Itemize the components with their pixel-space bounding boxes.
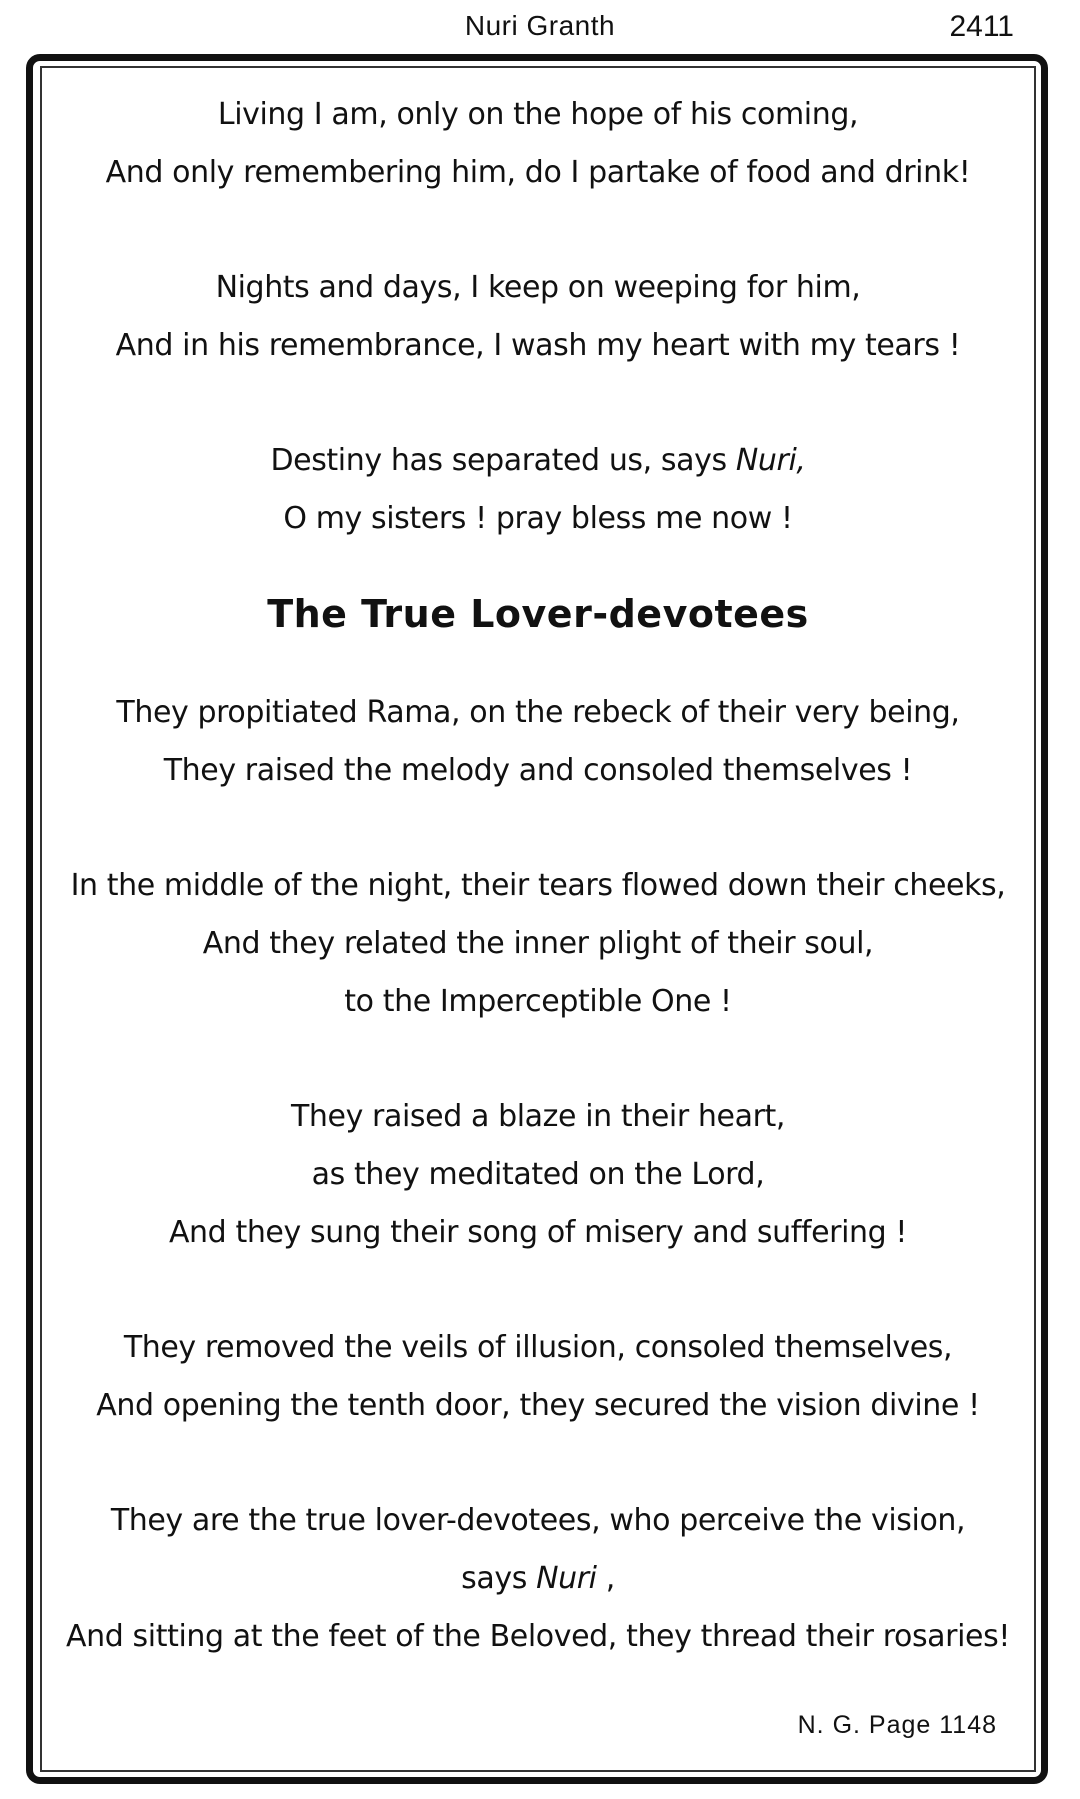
poem-line: They removed the veils of illusion, consoled themselves, bbox=[123, 1330, 953, 1365]
poem-line: And only remembering him, do I partake of food and drink! bbox=[105, 155, 971, 190]
poem-line: They propitiated Rama, on the rebeck of their very being, bbox=[116, 695, 960, 730]
stanza-2 bbox=[42, 259, 1034, 375]
poem-line-text: , bbox=[596, 1561, 615, 1596]
stanza-1 bbox=[42, 86, 1034, 202]
poem-line: And they sung their song of misery and suffering ! bbox=[168, 1215, 908, 1250]
stanza-5 bbox=[42, 857, 1034, 1031]
stanza-3 bbox=[42, 432, 1034, 548]
poem-line: O my sisters ! pray bless me now ! bbox=[283, 501, 793, 536]
stanza-4 bbox=[42, 684, 1034, 800]
page-number: 2411 bbox=[949, 10, 1014, 43]
poem-line: Living I am, only on the hope of his coming, bbox=[217, 97, 859, 132]
poem-line: to the Imperceptible One ! bbox=[344, 984, 732, 1019]
book-title: Nuri Granth bbox=[464, 10, 616, 41]
poem-line: as they meditated on the Lord, bbox=[311, 1157, 765, 1192]
page-reference: N. G. Page 1148 bbox=[797, 1711, 997, 1739]
poem-line-text: says bbox=[461, 1561, 537, 1596]
poem-line: And sitting at the feet of the Beloved, they thread their rosaries! bbox=[66, 1619, 1010, 1654]
poem-line: In the middle of the night, their tears flowed down their cheeks, bbox=[70, 868, 1006, 903]
poem-line bbox=[42, 432, 1034, 490]
poem-line: They raised the melody and consoled themselves ! bbox=[163, 753, 913, 788]
poem-line: They raised a blaze in their heart, bbox=[290, 1099, 786, 1134]
poem-line: And opening the tenth door, they secured the vision divine ! bbox=[96, 1388, 980, 1423]
page-header bbox=[0, 8, 1080, 48]
poem-line: Nights and days, I keep on weeping for him, bbox=[215, 270, 861, 305]
stanza-6 bbox=[42, 1088, 1034, 1262]
stanza-7 bbox=[42, 1319, 1034, 1435]
poem-line: And they related the inner plight of their soul, bbox=[202, 926, 874, 961]
poem-line: And in his remembrance, I wash my heart with my tears ! bbox=[115, 328, 961, 363]
section-title: The True Lover-devotees bbox=[267, 592, 809, 636]
poem-line: They are the true lover-devotees, who perceive the vision, bbox=[110, 1503, 966, 1538]
author-name: Nuri, bbox=[735, 443, 806, 478]
poem-line bbox=[42, 1550, 1034, 1608]
poem-line-text: Destiny has separated us, says bbox=[270, 443, 736, 478]
author-name: Nuri bbox=[536, 1561, 597, 1596]
stanza-8 bbox=[42, 1492, 1034, 1666]
poem-body bbox=[42, 86, 1034, 1666]
